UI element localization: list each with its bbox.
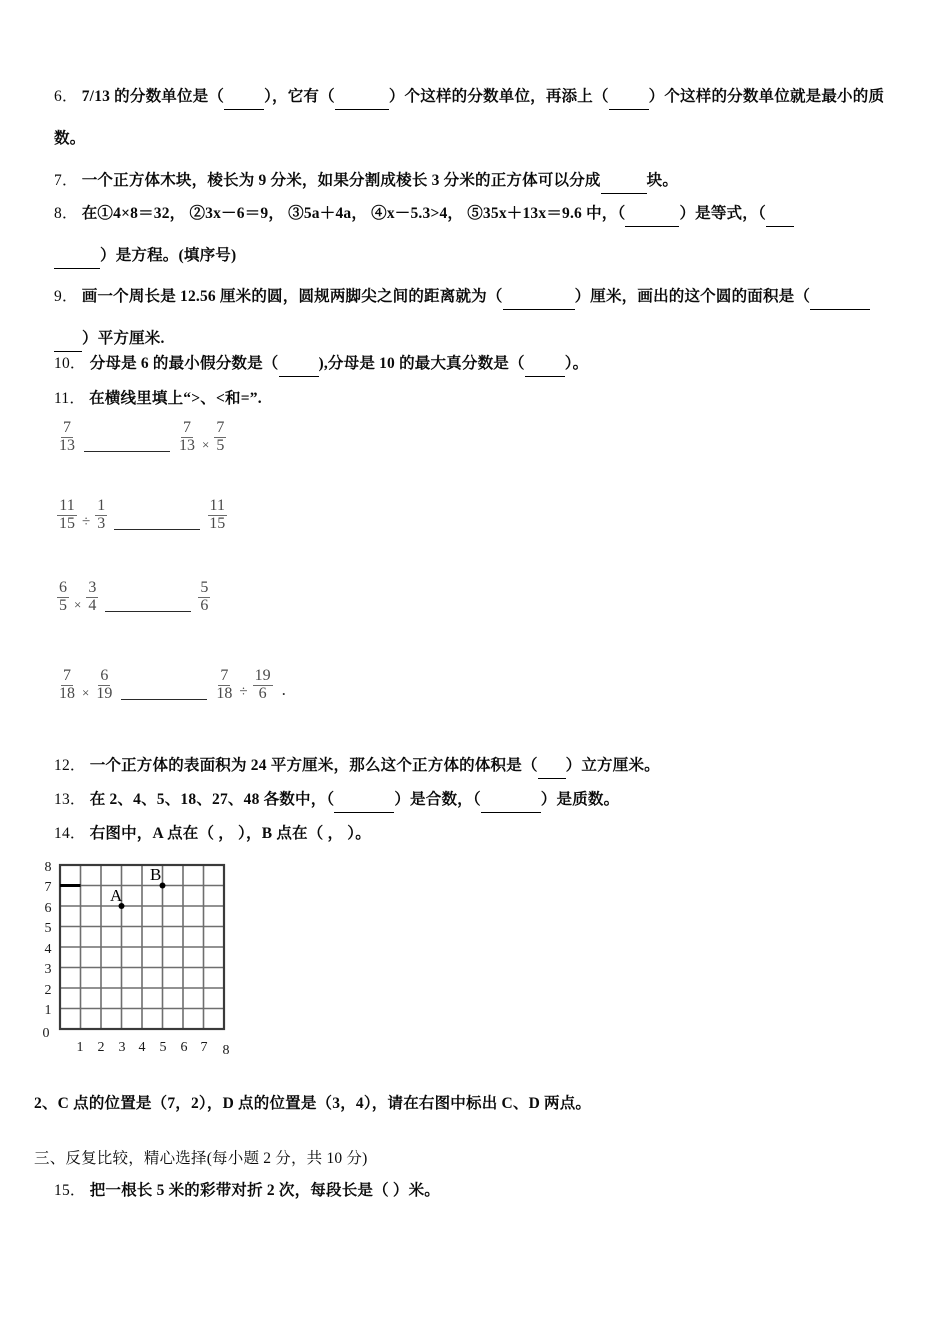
denominator: 13	[179, 436, 195, 454]
question-13-number: 13．	[54, 791, 86, 808]
question-8-line-2	[54, 247, 236, 269]
denominator: 5	[59, 596, 67, 614]
question-6-blank-2[interactable]	[335, 90, 389, 110]
x-axis-tick-labels	[77, 1040, 230, 1058]
question-2b-text: C 点的位置是（7，2），D 点的位置是（3，4），请在右图中标出 C、D 两点。	[57, 1095, 592, 1112]
question-11-number: 11．	[54, 390, 86, 407]
svg-text:8: 8	[44, 860, 52, 875]
denominator: 6	[200, 596, 209, 614]
svg-text:0: 0	[42, 1026, 50, 1041]
svg-text:5: 5	[159, 1040, 167, 1055]
numerator: 6	[100, 667, 109, 684]
question-7-text-b: 块。	[646, 172, 679, 189]
svg-text:1: 1	[44, 1003, 52, 1018]
question-6-text-d: ）个这样的分数单位就是最小的质	[648, 88, 885, 105]
svg-text:8: 8	[222, 1043, 230, 1058]
question-9-text-a: 画一个周长是 12.56 厘米的圆，圆规两脚尖之间的距离就为（	[81, 288, 503, 305]
question-8-expr-2: 3x－6＝9，	[205, 205, 285, 222]
question-10-text-b: ),分母是 10 的最大真分数是（	[318, 355, 525, 372]
fraction-expression-1	[56, 420, 227, 455]
svg-text:2: 2	[97, 1040, 105, 1055]
question-12-text-a: 一个正方体的表面积为 24 平方厘米，那么这个正方体的体积是（	[89, 757, 538, 774]
svg-text:5: 5	[44, 921, 52, 936]
question-10-blank-2[interactable]	[525, 357, 565, 377]
denominator: 4	[88, 596, 97, 614]
question-2b-number: 2、	[34, 1095, 58, 1112]
svg-text:7: 7	[44, 880, 52, 895]
divide-operator: ÷	[239, 683, 248, 700]
question-12-text-b: ）立方厘米。	[565, 757, 660, 774]
numerator: 19	[254, 667, 271, 684]
question-12-blank[interactable]	[538, 759, 566, 779]
question-14	[54, 825, 371, 844]
fraction-11-15-right	[207, 498, 227, 533]
question-10-text-c: ）。	[564, 355, 589, 372]
svg-text:2: 2	[44, 983, 52, 998]
question-8-expr-3: 5a＋4a，	[303, 205, 368, 222]
y-axis-tick-labels	[43, 860, 52, 1041]
question-14-text: 右图中，A 点在（ ， ），B 点在（ ， ）。	[89, 825, 371, 842]
fraction-7-5	[214, 420, 226, 455]
question-8-circle-2: ②	[189, 205, 206, 222]
question-10-blank-1[interactable]	[279, 357, 319, 377]
coordinate-grid-svg	[30, 855, 262, 1070]
question-2b	[34, 1095, 591, 1114]
question-9-blank-2b[interactable]	[54, 332, 82, 352]
numerator: 11	[59, 497, 75, 514]
question-15	[54, 1182, 440, 1201]
fraction-expression-2	[56, 498, 228, 533]
svg-text:6: 6	[180, 1040, 188, 1055]
question-13	[54, 791, 619, 813]
denominator: 18	[59, 684, 75, 702]
comparison-blank-4[interactable]	[121, 698, 207, 700]
question-9-line-2	[54, 330, 165, 352]
question-8-circle-5: ⑤	[467, 205, 483, 222]
fraction-7-13-left	[57, 420, 77, 455]
fraction-1-3	[95, 498, 107, 533]
question-7-blank[interactable]	[601, 174, 647, 194]
period-mark: .	[281, 679, 286, 699]
question-8-circle-4: ④	[371, 205, 387, 222]
numerator: 7	[63, 667, 71, 684]
multiply-operator: ×	[82, 684, 90, 700]
question-8-text-a: 在①	[81, 205, 114, 222]
question-9-number: 9．	[54, 288, 78, 305]
question-15-number: 15．	[54, 1182, 86, 1199]
svg-text:4: 4	[138, 1040, 146, 1055]
denominator: 3	[97, 514, 106, 532]
numerator: 5	[200, 579, 209, 596]
fraction-3-4	[86, 580, 98, 615]
question-8-hint: (填序号)	[178, 247, 237, 264]
question-15-text: 把一根长 5 米的彩带对折 2 次，每段长是（ ）米。	[89, 1182, 440, 1199]
question-10-number: 10．	[54, 355, 86, 372]
question-8-blank-2a[interactable]	[766, 207, 794, 227]
numerator: 3	[88, 579, 97, 596]
question-8-expr-5: 35x＋13x＝9.6 中，（	[482, 205, 626, 222]
question-8-text-end: ）是等式，（	[679, 205, 766, 222]
question-8-number: 8．	[54, 205, 78, 222]
svg-text:3: 3	[118, 1040, 126, 1055]
svg-text:3: 3	[44, 962, 52, 977]
point-a-label: A	[110, 886, 123, 905]
question-10	[54, 355, 588, 377]
question-6-line-1	[54, 88, 884, 110]
question-6-number: 6．	[54, 88, 78, 105]
question-11	[54, 390, 262, 409]
svg-text:7: 7	[200, 1040, 208, 1055]
question-8-circle-3: ③	[288, 205, 304, 222]
numerator: 11	[209, 497, 225, 514]
question-6-blank-1[interactable]	[224, 90, 264, 110]
question-9-blank-2a[interactable]	[810, 290, 870, 310]
question-7-number: 7．	[54, 172, 78, 189]
fraction-6-19	[94, 668, 114, 703]
multiply-operator: ×	[202, 436, 210, 452]
question-8-line-1	[54, 205, 794, 227]
denominator: 5	[216, 436, 225, 454]
fraction-7-13-right	[177, 420, 197, 455]
question-7	[54, 172, 678, 194]
question-6-blank-3[interactable]	[609, 90, 649, 110]
question-9-blank-1[interactable]	[503, 290, 575, 310]
fraction-7-18-right	[214, 668, 234, 703]
question-13-text-b: ）是合数，（	[394, 791, 481, 808]
question-6-text-c: ）个这样的分数单位，再添上（	[388, 88, 609, 105]
svg-text:1: 1	[76, 1040, 84, 1055]
question-8-expr-4: x－5.3>4，	[386, 205, 464, 222]
question-9-text-2: ）平方厘米.	[82, 330, 165, 347]
svg-text:4: 4	[44, 942, 52, 957]
question-13-text-a: 在 2、4、5、18、27、48 各数中，（	[89, 791, 335, 808]
denominator: 13	[59, 436, 75, 454]
numerator: 7	[216, 419, 225, 436]
fraction-19-6	[253, 668, 273, 703]
point-b-label: B	[150, 865, 162, 884]
numerator: 7	[183, 419, 191, 436]
denominator: 19	[96, 684, 113, 702]
denominator: 15	[59, 514, 75, 532]
question-13-blank-2[interactable]	[481, 793, 541, 813]
svg-text:6: 6	[44, 901, 52, 916]
numerator: 7	[63, 419, 71, 436]
question-11-text: 在横线里填上“>、<和=”.	[89, 390, 262, 407]
fraction-11-15-left	[57, 498, 77, 533]
question-8-blank-1[interactable]	[625, 207, 679, 227]
section-heading-three: 三、反复比较，精心选择(每小题 2 分，共 10 分)	[34, 1150, 368, 1167]
fraction-7-18-left	[57, 668, 77, 703]
question-7-text-a: 一个正方体木块，棱长为 9 分米，如果分割成棱长 3 分米的正方体可以分成	[81, 172, 601, 189]
comparison-blank-1[interactable]	[84, 450, 170, 452]
numerator: 1	[97, 497, 106, 514]
fraction-6-5	[57, 580, 69, 615]
grid-lines	[60, 865, 224, 1029]
question-6-line-2: 数。	[54, 130, 86, 147]
numerator: 7	[220, 667, 229, 684]
question-13-text-c: ）是质数。	[540, 791, 620, 808]
question-6-text-a: 7/13 的分数单位是（	[81, 88, 225, 105]
comparison-blank-2[interactable]	[114, 528, 200, 530]
fraction-5-6	[198, 580, 210, 615]
question-10-text-a: 分母是 6 的最小假分数是（	[89, 355, 279, 372]
divide-operator: ÷	[82, 513, 91, 530]
question-12-number: 12．	[54, 757, 86, 774]
question-12	[54, 757, 660, 779]
question-14-number: 14．	[54, 825, 86, 842]
question-8-expr-1: 4×8＝32，	[113, 205, 186, 222]
question-9-line-1	[54, 288, 870, 310]
question-9-text-b: ）厘米，画出的这个圆的面积是（	[574, 288, 811, 305]
coordinate-grid-figure	[30, 855, 262, 1070]
denominator: 15	[209, 514, 226, 532]
numerator: 6	[59, 579, 67, 596]
fraction-expression-4	[56, 668, 286, 703]
question-8-text-2a: ）是方程。	[100, 247, 179, 264]
denominator: 18	[216, 684, 233, 702]
question-13-blank-1[interactable]	[334, 793, 394, 813]
fraction-expression-3	[56, 580, 211, 615]
question-6-text-b: ），它有（	[264, 88, 335, 105]
comparison-blank-3[interactable]	[105, 610, 191, 612]
question-8-blank-2b[interactable]	[54, 249, 100, 269]
multiply-operator: ×	[74, 596, 82, 612]
denominator: 6	[258, 684, 267, 702]
